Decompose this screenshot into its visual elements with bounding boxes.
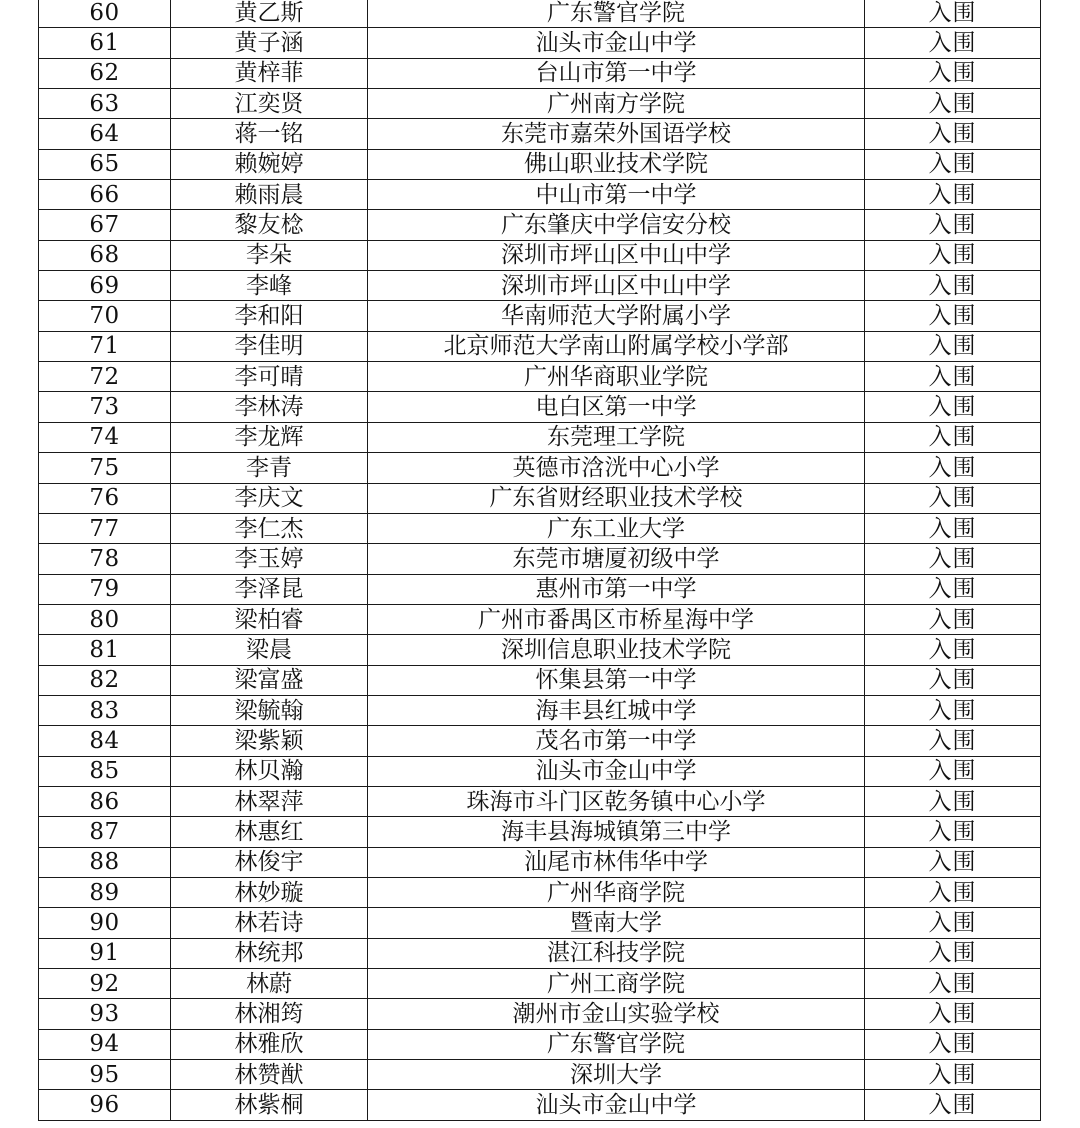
table-row (39, 877, 1041, 907)
school-cell: 暨南大学 (368, 908, 865, 938)
row-number-cell: 62 (39, 58, 171, 88)
row-number-cell: 96 (39, 1090, 171, 1120)
name-cell: 李朵 (171, 240, 368, 270)
school-cell: 珠海市斗门区乾务镇中心小学 (368, 786, 865, 816)
name-cell: 李玉婷 (171, 544, 368, 574)
status-cell: 入围 (865, 999, 1041, 1029)
row-number-cell: 74 (39, 422, 171, 452)
status-cell: 入围 (865, 969, 1041, 999)
school-cell: 湛江科技学院 (368, 938, 865, 968)
row-number-cell: 76 (39, 483, 171, 513)
status-cell: 入围 (865, 180, 1041, 210)
status-cell: 入围 (865, 513, 1041, 543)
row-number-cell: 70 (39, 301, 171, 331)
name-cell: 林统邦 (171, 938, 368, 968)
name-cell: 林若诗 (171, 908, 368, 938)
school-cell: 广州南方学院 (368, 89, 865, 119)
school-cell: 广东肇庆中学信安分校 (368, 210, 865, 240)
status-cell: 入围 (865, 149, 1041, 179)
school-cell: 汕头市金山中学 (368, 28, 865, 58)
status-cell: 入围 (865, 847, 1041, 877)
school-cell: 广东警官学院 (368, 0, 865, 28)
row-number-cell: 61 (39, 28, 171, 58)
table-row (39, 635, 1041, 665)
name-cell: 赖婉婷 (171, 149, 368, 179)
status-cell: 入围 (865, 301, 1041, 331)
table-row (39, 271, 1041, 301)
status-cell: 入围 (865, 89, 1041, 119)
name-cell: 梁毓翰 (171, 695, 368, 725)
name-cell: 林赞猷 (171, 1060, 368, 1090)
row-number-cell: 67 (39, 210, 171, 240)
table-row (39, 89, 1041, 119)
table-row (39, 544, 1041, 574)
school-cell: 海丰县红城中学 (368, 695, 865, 725)
name-cell: 李龙辉 (171, 422, 368, 452)
status-cell: 入围 (865, 635, 1041, 665)
name-cell: 林蔚 (171, 969, 368, 999)
school-cell: 广州市番禺区市桥星海中学 (368, 604, 865, 634)
school-cell: 电白区第一中学 (368, 392, 865, 422)
status-cell: 入围 (865, 331, 1041, 361)
name-cell: 李和阳 (171, 301, 368, 331)
table-row (39, 331, 1041, 361)
row-number-cell: 72 (39, 362, 171, 392)
row-number-cell: 73 (39, 392, 171, 422)
school-cell: 台山市第一中学 (368, 58, 865, 88)
status-cell: 入围 (865, 28, 1041, 58)
status-cell: 入围 (865, 58, 1041, 88)
row-number-cell: 87 (39, 817, 171, 847)
status-cell: 入围 (865, 938, 1041, 968)
status-cell: 入围 (865, 392, 1041, 422)
name-cell: 黄乙斯 (171, 0, 368, 28)
row-number-cell: 77 (39, 513, 171, 543)
school-cell: 怀集县第一中学 (368, 665, 865, 695)
name-cell: 梁晨 (171, 635, 368, 665)
school-cell: 深圳大学 (368, 1060, 865, 1090)
row-number-cell: 91 (39, 938, 171, 968)
row-number-cell: 63 (39, 89, 171, 119)
school-cell: 佛山职业技术学院 (368, 149, 865, 179)
school-cell: 东莞市塘厦初级中学 (368, 544, 865, 574)
table-body (39, 0, 1041, 1120)
status-cell: 入围 (865, 1090, 1041, 1120)
row-number-cell: 85 (39, 756, 171, 786)
row-number-cell: 92 (39, 969, 171, 999)
table-row (39, 938, 1041, 968)
status-cell: 入围 (865, 422, 1041, 452)
status-cell: 入围 (865, 210, 1041, 240)
row-number-cell: 89 (39, 877, 171, 907)
row-number-cell: 79 (39, 574, 171, 604)
row-number-cell: 81 (39, 635, 171, 665)
table-row (39, 695, 1041, 725)
row-number-cell: 95 (39, 1060, 171, 1090)
school-cell: 海丰县海城镇第三中学 (368, 817, 865, 847)
school-cell: 广州华商学院 (368, 877, 865, 907)
name-cell: 江奕贤 (171, 89, 368, 119)
name-cell: 林俊宇 (171, 847, 368, 877)
name-cell: 李可晴 (171, 362, 368, 392)
name-cell: 李佳明 (171, 331, 368, 361)
row-number-cell: 86 (39, 786, 171, 816)
row-number-cell: 71 (39, 331, 171, 361)
school-cell: 深圳市坪山区中山中学 (368, 240, 865, 270)
table-row (39, 422, 1041, 452)
row-number-cell: 80 (39, 604, 171, 634)
status-cell: 入围 (865, 877, 1041, 907)
name-cell: 林翠萍 (171, 786, 368, 816)
name-cell: 梁柏睿 (171, 604, 368, 634)
table-row (39, 301, 1041, 331)
school-cell: 汕头市金山中学 (368, 756, 865, 786)
name-cell: 林贝瀚 (171, 756, 368, 786)
school-cell: 汕头市金山中学 (368, 1090, 865, 1120)
school-cell: 潮州市金山实验学校 (368, 999, 865, 1029)
row-number-cell: 60 (39, 0, 171, 28)
results-sheet (38, 0, 1040, 1121)
table-row (39, 908, 1041, 938)
status-cell: 入围 (865, 665, 1041, 695)
row-number-cell: 84 (39, 726, 171, 756)
school-cell: 北京师范大学南山附属学校小学部 (368, 331, 865, 361)
table-row (39, 513, 1041, 543)
status-cell: 入围 (865, 544, 1041, 574)
table-row (39, 786, 1041, 816)
school-cell: 广东警官学院 (368, 1029, 865, 1059)
row-number-cell: 82 (39, 665, 171, 695)
name-cell: 林湘筠 (171, 999, 368, 1029)
name-cell: 李泽昆 (171, 574, 368, 604)
status-cell: 入围 (865, 604, 1041, 634)
name-cell: 梁紫颖 (171, 726, 368, 756)
name-cell: 李仁杰 (171, 513, 368, 543)
name-cell: 蒋一铭 (171, 119, 368, 149)
school-cell: 茂名市第一中学 (368, 726, 865, 756)
table-row (39, 726, 1041, 756)
status-cell: 入围 (865, 0, 1041, 28)
status-cell: 入围 (865, 362, 1041, 392)
status-cell: 入围 (865, 817, 1041, 847)
status-cell: 入围 (865, 1060, 1041, 1090)
status-cell: 入围 (865, 1029, 1041, 1059)
school-cell: 广东省财经职业技术学校 (368, 483, 865, 513)
table-row (39, 483, 1041, 513)
row-number-cell: 64 (39, 119, 171, 149)
table-row (39, 240, 1041, 270)
row-number-cell: 94 (39, 1029, 171, 1059)
name-cell: 李庆文 (171, 483, 368, 513)
name-cell: 林雅欣 (171, 1029, 368, 1059)
school-cell: 东莞市嘉荣外国语学校 (368, 119, 865, 149)
row-number-cell: 90 (39, 908, 171, 938)
school-cell: 东莞理工学院 (368, 422, 865, 452)
school-cell: 深圳信息职业技术学院 (368, 635, 865, 665)
table-row (39, 210, 1041, 240)
table-row (39, 1060, 1041, 1090)
name-cell: 林妙璇 (171, 877, 368, 907)
name-cell: 李青 (171, 453, 368, 483)
table-row (39, 0, 1041, 28)
school-cell: 广州工商学院 (368, 969, 865, 999)
table-row (39, 149, 1041, 179)
status-cell: 入围 (865, 695, 1041, 725)
status-cell: 入围 (865, 240, 1041, 270)
name-cell: 李峰 (171, 271, 368, 301)
status-cell: 入围 (865, 726, 1041, 756)
name-cell: 林惠红 (171, 817, 368, 847)
status-cell: 入围 (865, 483, 1041, 513)
table-row (39, 969, 1041, 999)
school-cell: 英德市浛洸中心小学 (368, 453, 865, 483)
status-cell: 入围 (865, 786, 1041, 816)
name-cell: 黄子涵 (171, 28, 368, 58)
table-row (39, 28, 1041, 58)
table-row (39, 574, 1041, 604)
table-row (39, 665, 1041, 695)
row-number-cell: 78 (39, 544, 171, 574)
finalist-table (38, 0, 1041, 1121)
row-number-cell: 69 (39, 271, 171, 301)
row-number-cell: 75 (39, 453, 171, 483)
school-cell: 深圳市坪山区中山中学 (368, 271, 865, 301)
status-cell: 入围 (865, 119, 1041, 149)
table-row (39, 119, 1041, 149)
name-cell: 林紫桐 (171, 1090, 368, 1120)
school-cell: 广东工业大学 (368, 513, 865, 543)
table-row (39, 58, 1041, 88)
table-row (39, 362, 1041, 392)
status-cell: 入围 (865, 271, 1041, 301)
table-row (39, 999, 1041, 1029)
status-cell: 入围 (865, 908, 1041, 938)
row-number-cell: 83 (39, 695, 171, 725)
status-cell: 入围 (865, 756, 1041, 786)
name-cell: 黎友棯 (171, 210, 368, 240)
school-cell: 广州华商职业学院 (368, 362, 865, 392)
name-cell: 梁富盛 (171, 665, 368, 695)
table-row (39, 847, 1041, 877)
table-row (39, 1090, 1041, 1120)
row-number-cell: 65 (39, 149, 171, 179)
row-number-cell: 68 (39, 240, 171, 270)
name-cell: 李林涛 (171, 392, 368, 422)
table-row (39, 817, 1041, 847)
table-row (39, 392, 1041, 422)
table-row (39, 1029, 1041, 1059)
name-cell: 黄梓菲 (171, 58, 368, 88)
row-number-cell: 93 (39, 999, 171, 1029)
table-row (39, 756, 1041, 786)
table-row (39, 180, 1041, 210)
school-cell: 汕尾市林伟华中学 (368, 847, 865, 877)
school-cell: 华南师范大学附属小学 (368, 301, 865, 331)
status-cell: 入围 (865, 453, 1041, 483)
school-cell: 中山市第一中学 (368, 180, 865, 210)
row-number-cell: 88 (39, 847, 171, 877)
table-row (39, 604, 1041, 634)
row-number-cell: 66 (39, 180, 171, 210)
school-cell: 惠州市第一中学 (368, 574, 865, 604)
table-row (39, 453, 1041, 483)
status-cell: 入围 (865, 574, 1041, 604)
name-cell: 赖雨晨 (171, 180, 368, 210)
